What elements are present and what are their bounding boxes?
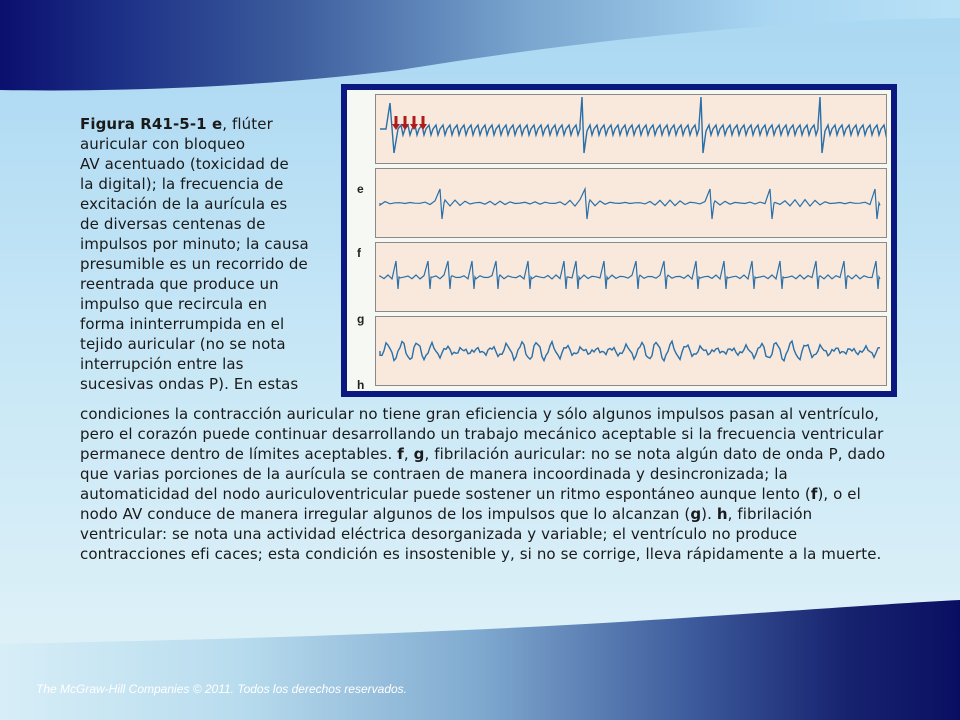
caption-line: AV acentuado (toxicidad de [80, 155, 289, 173]
caption-line: forma ininterrumpida en el [80, 315, 285, 333]
caption-ref-g: g [413, 445, 425, 463]
strip-label-f: f [357, 246, 361, 260]
down-arrow-icon [410, 116, 418, 130]
caption-line: impulsos por minuto; la causa [80, 235, 309, 253]
ecg-waveform [380, 261, 880, 289]
caption-text: ), o el nodo AV conduce de manera irregular algunos de los impulsos que lo alcanzan ( [80, 485, 861, 523]
ecg-strip-f [375, 168, 887, 238]
ecg-waveform [380, 97, 886, 153]
caption-line: auricular con bloqueo [80, 135, 246, 153]
caption-head [80, 114, 335, 394]
caption-line: de diversas centenas de [80, 215, 266, 233]
down-arrow-icon [392, 116, 400, 130]
ecg-trace-g [376, 243, 886, 311]
strip-label-g: g [357, 312, 365, 326]
caption-line: reentrada que produce un [80, 275, 279, 293]
ecg-figure [341, 84, 897, 397]
ecg-trace-f [376, 169, 886, 237]
caption-ref-f: f [397, 445, 404, 463]
copyright-footer: The McGraw-Hill Companies © 2011. Todos los derechos reservados. [36, 682, 408, 696]
caption-ref-h: h [716, 505, 728, 523]
ecg-strip-g [375, 242, 887, 312]
caption-text: , fibrilación ventricular: se nota una actividad eléctrica desorganizada y variable; el ventrículo no produce contracciones efi caces; esta condición es insostenible y, si no se corrige, lleva rápidamente a la muerte. [80, 505, 882, 563]
strip-label-e: e [357, 182, 364, 196]
ecg-trace-e [376, 95, 886, 163]
strip-label-h: h [357, 378, 365, 392]
ecg-waveform [380, 189, 880, 219]
caption-text: , fibrilación auricular: no se nota algún dato de onda P, dado que varias porciones de la aurícula se contraen de manera incoordinada y desincronizada; la automaticidad del nodo auriculoventricular puede sostener un ritmo espontáneo aunque lento ( [80, 445, 886, 503]
ecg-trace-h [376, 317, 886, 385]
caption-text: condiciones la contracción auricular no tiene gran eficiencia y sólo algunos impulsos pasan al ventrículo, pero el corazón puede continuar desarrollando un trabajo mecánico aceptable si la frecuencia ventricular permanece dentro de límites aceptables. [80, 405, 884, 463]
ecg-strip-e [375, 94, 887, 164]
caption-ref-f: f [810, 485, 818, 503]
caption-text: , [403, 445, 414, 463]
down-arrow-icon [419, 116, 427, 130]
ecg-waveform [380, 341, 880, 361]
ecg-strip-h [375, 316, 887, 386]
figure-label: Figura R41-5-1 e [80, 115, 223, 133]
caption-line: la digital); la frecuencia de [80, 175, 284, 193]
caption-body [80, 404, 890, 564]
caption-text: ). [701, 505, 717, 523]
caption-line: impulso que recircula en [80, 295, 268, 313]
caption-line: , flúter [222, 115, 273, 133]
caption-line: tejido auricular (no se nota [80, 335, 286, 353]
caption-ref-g: g [690, 505, 702, 523]
caption-line: sucesivas ondas P). En estas [80, 375, 299, 393]
caption-line: excitación de la aurícula es [80, 195, 288, 213]
down-arrow-icon [401, 116, 409, 130]
ecg-figure-panel [347, 90, 891, 391]
caption-line: interrupción entre las [80, 355, 244, 373]
caption-line: presumible es un recorrido de [80, 255, 308, 273]
